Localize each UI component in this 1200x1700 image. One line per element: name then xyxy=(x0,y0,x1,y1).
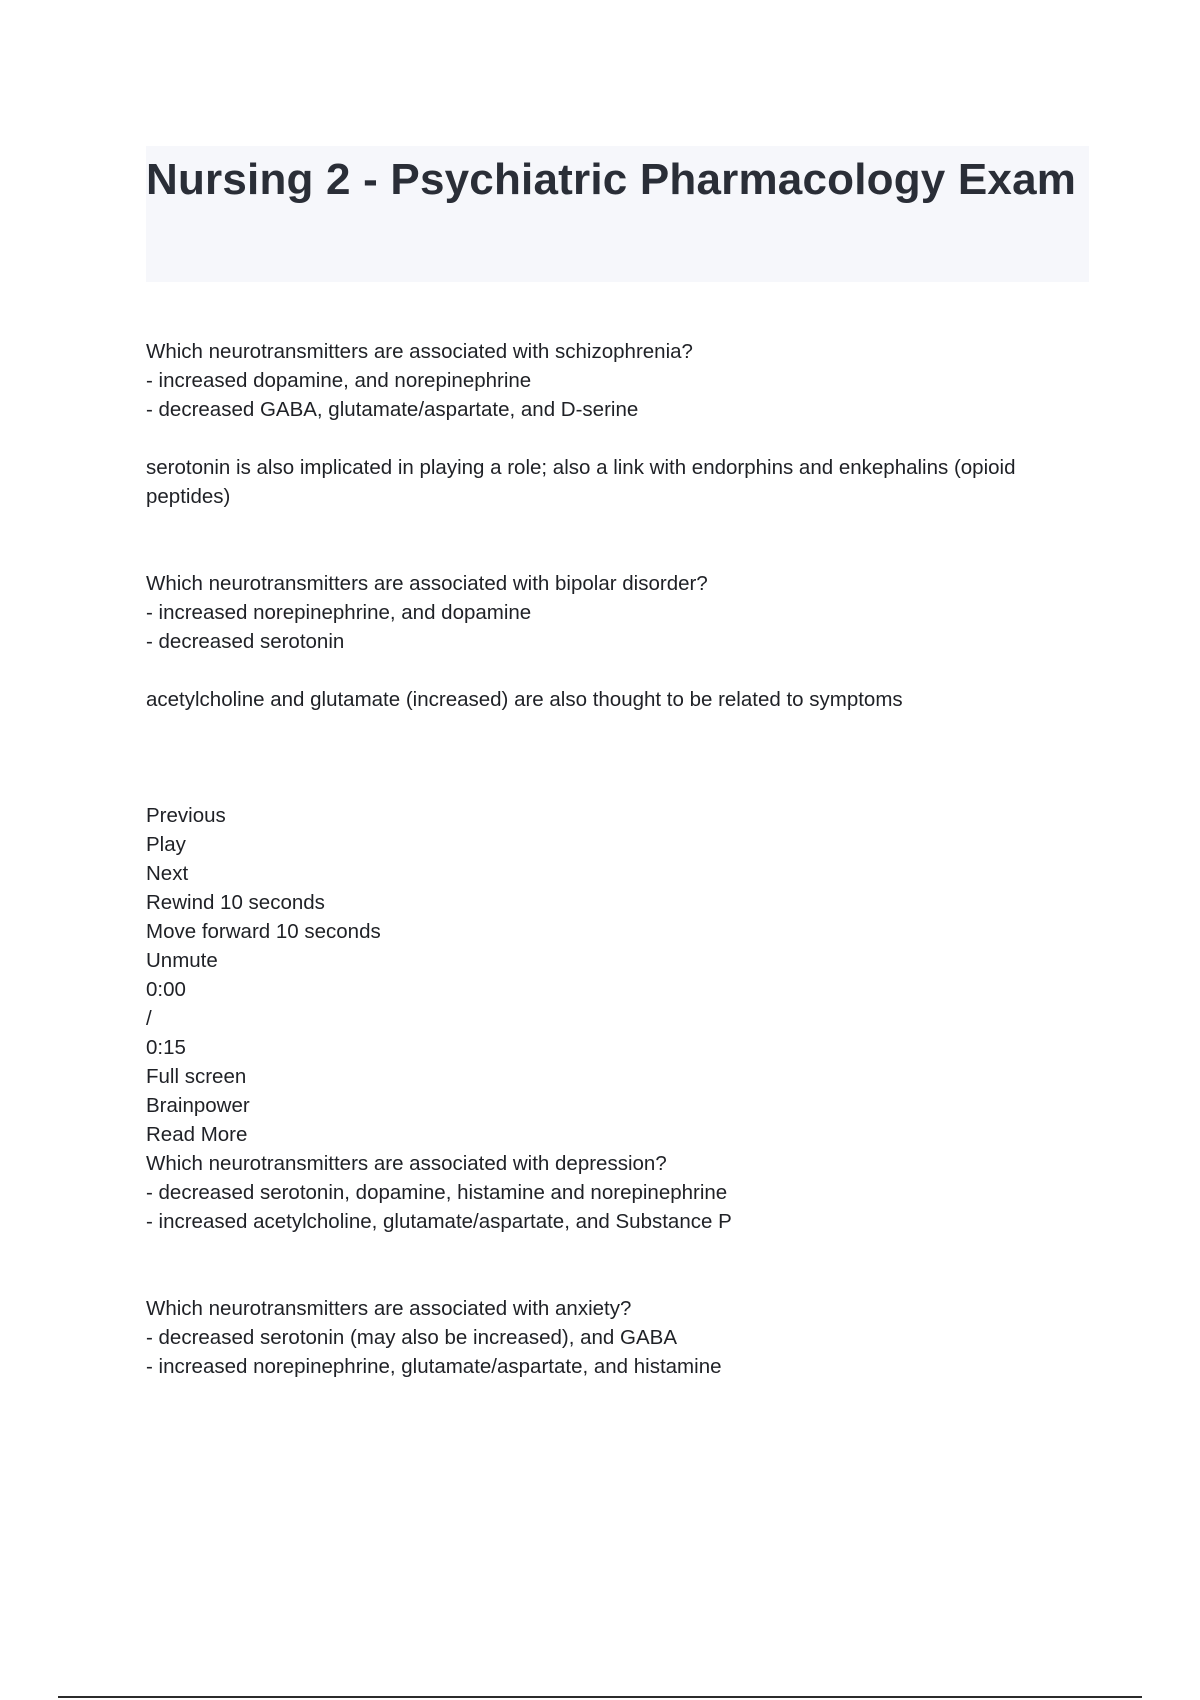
fullscreen-button[interactable]: Full screen xyxy=(146,1065,247,1088)
answer-note: acetylcholine and glutamate (increased) are also thought to be related to symptoms xyxy=(146,688,903,711)
title-box xyxy=(146,146,1089,282)
time-separator: / xyxy=(146,1007,152,1030)
forward-button[interactable]: Move forward 10 seconds xyxy=(146,920,381,943)
question-text: Which neurotransmitters are associated with depression? xyxy=(146,1152,667,1175)
unmute-button[interactable]: Unmute xyxy=(146,949,218,972)
page-bottom-rule xyxy=(58,1696,1142,1698)
video-player-controls xyxy=(146,801,1096,1149)
answer-line: - increased dopamine, and norepinephrine xyxy=(146,369,532,392)
brand-label: Brainpower xyxy=(146,1094,250,1117)
flashcard xyxy=(146,569,1096,714)
answer-note: serotonin is also implicated in playing a role; also a link with endorphins and enkephalins (opioid peptides) xyxy=(146,456,1016,508)
answer-line: - increased norepinephrine, and dopamine xyxy=(146,601,532,624)
duration: 0:15 xyxy=(146,1036,186,1059)
page-title: Nursing 2 - Psychiatric Pharmacology Exam xyxy=(146,155,1077,204)
question-text: Which neurotransmitters are associated with bipolar disorder? xyxy=(146,572,708,595)
document-body xyxy=(146,337,1096,1381)
question-text: Which neurotransmitters are associated with anxiety? xyxy=(146,1297,632,1320)
answer-line: - increased norepinephrine, glutamate/aspartate, and histamine xyxy=(146,1355,722,1378)
previous-button[interactable]: Previous xyxy=(146,804,226,827)
answer-line: - increased acetylcholine, glutamate/aspartate, and Substance P xyxy=(146,1210,732,1233)
flashcard xyxy=(146,1149,1096,1236)
answer-line: - decreased serotonin, dopamine, histamine and norepinephrine xyxy=(146,1181,728,1204)
answer-line: - decreased serotonin (may also be increased), and GABA xyxy=(146,1326,677,1349)
answer-line: - decreased GABA, glutamate/aspartate, and D-serine xyxy=(146,398,639,421)
read-more-link[interactable]: Read More xyxy=(146,1123,248,1146)
flashcard xyxy=(146,1294,1096,1381)
rewind-button[interactable]: Rewind 10 seconds xyxy=(146,891,325,914)
question-text: Which neurotransmitters are associated with schizophrenia? xyxy=(146,340,693,363)
play-button[interactable]: Play xyxy=(146,833,186,856)
flashcard xyxy=(146,337,1096,511)
current-time: 0:00 xyxy=(146,978,186,1001)
answer-line: - decreased serotonin xyxy=(146,630,345,653)
next-button[interactable]: Next xyxy=(146,862,189,885)
